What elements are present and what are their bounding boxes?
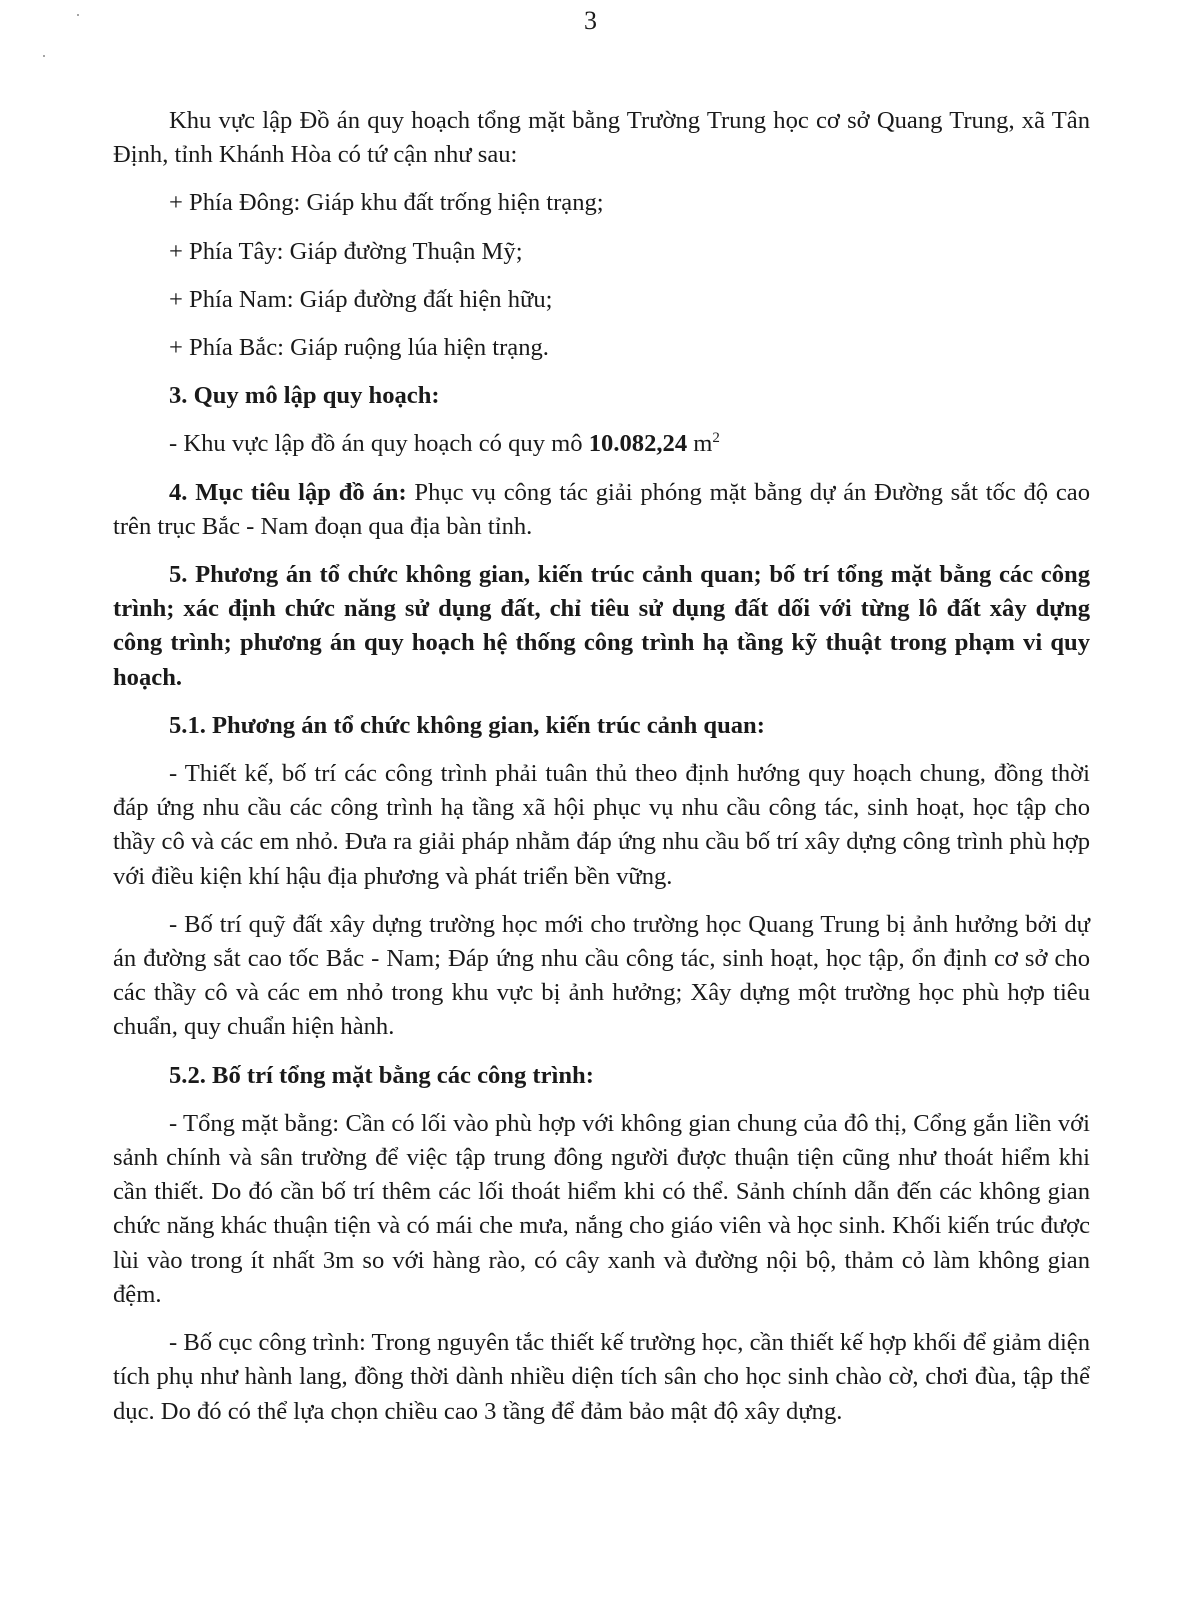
section-5-2-heading: 5.2. Bố trí tổng mặt bằng các công trình: (169, 1061, 594, 1089)
scale-unit: m (693, 430, 713, 458)
scale-prefix: - Khu vực lập đồ án quy hoạch có quy mô (169, 430, 583, 458)
boundary-east: + Phía Đông: Giáp khu đất trống hiện trạng; (169, 189, 604, 217)
scale-value: 10.082,24 (588, 430, 688, 458)
page-number: 3 (584, 6, 597, 35)
scan-speck (43, 55, 45, 57)
boundary-south: + Phía Nam: Giáp đường đất hiện hữu; (169, 285, 553, 313)
section-5-1-paragraph-a: - Thiết kế, bố trí các công trình phải tuân thủ theo định hướng quy hoạch chung, đồng thời đáp ứng nhu cầu các công trình hạ tầng xã hội phục vụ nhu cầu công tác, sinh hoạt, học tập cho thầy cô và các em nhỏ. Đưa ra giải pháp nhằm đáp ứng nhu cầu bố trí xây dựng công trình phù hợp với điều kiện khí hậu địa phương và phát triển bền vững. (113, 760, 1090, 890)
section-4-text: Phục vụ công tác giải phóng mặt bằng dự án Đường sắt tốc độ cao trên trục Bắc - Nam đoạn qua địa bàn tỉnh. (113, 478, 1090, 540)
scale-unit-exponent: 2 (712, 430, 720, 447)
boundary-west: + Phía Tây: Giáp đường Thuận Mỹ; (169, 237, 523, 265)
boundary-north: + Phía Bắc: Giáp ruộng lúa hiện trạng. (169, 334, 549, 362)
section-4-label: 4. Mục tiêu lập đồ án: (169, 478, 407, 506)
section-3-heading: 3. Quy mô lập quy hoạch: (169, 382, 440, 410)
section-5-1-heading: 5.1. Phương án tổ chức không gian, kiến trúc cảnh quan: (169, 711, 765, 739)
document-body (113, 104, 1090, 1443)
section-5-2-paragraph-b: - Bố cục công trình: Trong nguyên tắc thiết kế trường học, cần thiết kế hợp khối để giảm diện tích phụ như hành lang, đồng thời dành nhiều diện tích sân cho học sinh chào cờ, chơi đùa, tập thể dục. Do đó có thể lựa chọn chiều cao 3 tầng để đảm bảo mật độ xây dựng. (113, 1329, 1090, 1425)
scale-paragraph (113, 427, 1090, 461)
section-5-heading: 5. Phương án tổ chức không gian, kiến trúc cảnh quan; bố trí tổng mặt bằng các công trình; xác định chức năng sử dụng đất, chỉ tiêu sử dụng đất dối với từng lô đất xây dựng công trình; phương án quy hoạch hệ thống công trình hạ tầng kỹ thuật trong phạm vi quy hoạch. (113, 561, 1090, 691)
intro-paragraph: Khu vực lập Đồ án quy hoạch tổng mặt bằng Trường Trung học cơ sở Quang Trung, xã Tân Định, tỉnh Khánh Hòa có tứ cận như sau: (113, 107, 1090, 169)
section-5-1-paragraph-b: - Bố trí quỹ đất xây dựng trường học mới cho trường học Quang Trung bị ảnh hưởng bởi dự án đường sắt cao tốc Bắc - Nam; Đáp ứng nhu cầu công tác, sinh hoạt, học tập, ổn định cơ sở cho các thầy cô và các em nhỏ trong khu vực bị ảnh hưởng; Xây dựng một trường học phù hợp tiêu chuẩn, quy chuẩn hiện hành. (113, 910, 1090, 1041)
section-5-2-paragraph-a: - Tổng mặt bằng: Cần có lối vào phù hợp với không gian chung của đô thị, Cổng gắn liền với sảnh chính và sân trường để việc tập trung đông người được thuận tiện cũng như thoát hiểm khi cần thiết. Do đó cần bố trí thêm các lối thoát hiểm khi có thể. Sảnh chính dẫn đến các không gian chức năng khác thuận tiện và có mái che mưa, nắng cho giáo viên và học sinh. Khối kiến trúc được lùi vào trong ít nhất 3m so với hàng rào, có cây xanh và đường nội bộ, thảm cỏ làm không gian đệm. (113, 1109, 1090, 1308)
section-4-paragraph (113, 476, 1090, 544)
